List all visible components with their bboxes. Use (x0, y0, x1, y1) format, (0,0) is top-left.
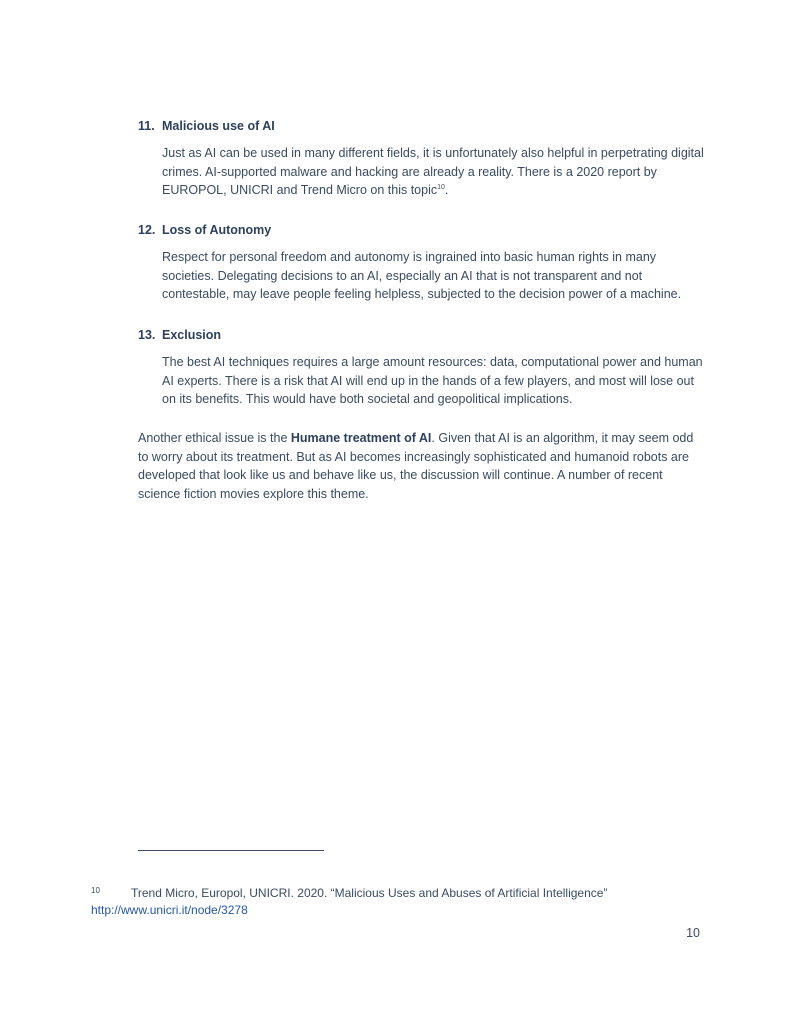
footnote-link[interactable]: http://www.unicri.it/node/3278 (91, 903, 248, 917)
closing-text-before: Another ethical issue is the (138, 431, 291, 445)
section-number: 11. (138, 119, 155, 133)
section-exclusion (138, 327, 708, 409)
closing-paragraph (138, 429, 703, 503)
section-body-text: Just as AI can be used in many different fields, it is unfortunately also helpful in perpetrating digital crimes. AI-supported malware and hacking are already a reality. There is a 2020 report by EUROPOL, UNICRI and Trend Micro on this topic (162, 146, 704, 197)
closing-bold-term: Humane treatment of AI (290, 431, 432, 445)
section-malicious-use (138, 118, 708, 200)
footnote (91, 882, 711, 919)
section-heading (138, 222, 708, 238)
section-body-end: . (444, 183, 449, 197)
section-body-text: Respect for personal freedom and autonomy is ingrained into basic human rights in many societies. Delegating decisions to an AI, especially an AI that is not transparent and not contestable, may leave people feeling helpless, subjected to the decision power of a machine. (162, 250, 682, 301)
section-number: 12. (138, 223, 156, 237)
section-heading (138, 118, 708, 134)
footnote-separator (138, 850, 324, 851)
section-heading (138, 327, 708, 343)
footnote-reference[interactable]: 10 (437, 184, 445, 191)
section-title: Loss of Autonomy (162, 223, 272, 237)
page-number: 10 (686, 926, 700, 940)
section-body-text: The best AI techniques requires a large amount resources: data, computational power and human AI experts. There is a risk that AI will end up in the hands of a few players, and most will lose out on its benefits. This would have both societal and geopolitical implications. (162, 355, 703, 406)
footnote-text: Trend Micro, Europol, UNICRI. 2020. “Malicious Uses and Abuses of Artificial Intelligence” (131, 886, 608, 900)
section-loss-of-autonomy (138, 222, 708, 304)
section-number: 13. (138, 328, 156, 342)
closing-text-after: . Given that AI is an algorithm, it may seem odd to worry about its treatment. But as AI becomes increasingly sophisticated and humanoid robots are developed that look like us and behave like us, the discussion will continue. A number of recent science fiction movies explore this theme. (138, 431, 694, 501)
section-title: Malicious use of AI (162, 119, 275, 133)
footnote-mark: 10 (91, 886, 100, 895)
section-body (162, 144, 708, 200)
section-title: Exclusion (162, 328, 222, 342)
